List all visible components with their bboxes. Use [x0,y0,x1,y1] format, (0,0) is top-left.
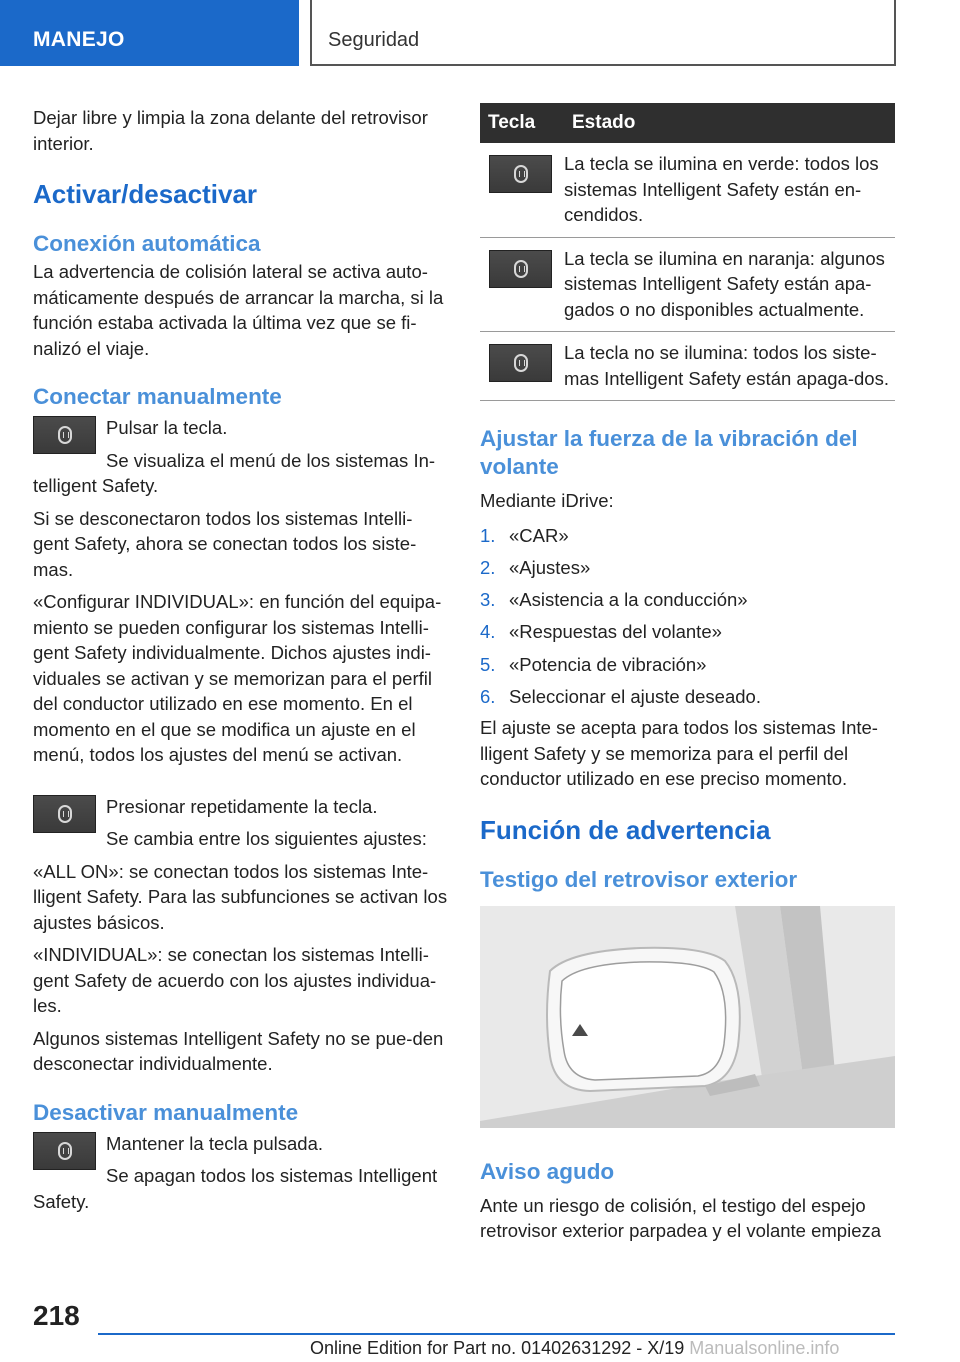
heading-desactivar: Desactivar manualmente [33,1099,299,1125]
heading-testigo: Testigo del retrovisor exterior [480,866,798,892]
header-chapter-label: Seguridad [328,29,420,51]
mediante-paragraph: Mediante iDrive: [480,490,614,511]
footer-rule [98,1333,895,1335]
heading-funcion: Función de advertencia [480,814,771,845]
ajuste-paragraph: El ajuste se acepta para todos los sistemas Inte-lligent Safety y se memoriza para el perfil del conductor utilizado en ese preciso momento. [480,717,878,790]
left-column [33,100,448,1214]
key-presionar-line1: Presionar repetidamente la tecla. [106,795,378,817]
list-item: 5. «Potencia de vibración» [480,653,707,675]
aviso-paragraph: Ante un riesgo de colisión, el testigo del espejo retrovisor exterior parpadea y el volante empieza [480,1194,882,1242]
side-mirror-icon [480,906,895,1128]
table-row [480,143,895,237]
key-row-conectar [33,415,448,499]
table-cell-estado: La tecla no se ilumina: todos los siste-mas Intelligent Safety están apaga-dos. [564,332,895,401]
list-item: 2. «Ajustes» [480,556,591,578]
allon-paragraph: «ALL ON»: se conectan todos los sistemas Inte-lligent Safety. Para las subfunciones se activan los ajustes básicos. [33,860,448,933]
footer-watermark: Manualsonline.info [689,1338,840,1358]
footer-edition [310,1338,839,1359]
key-conectar-line1: Pulsar la tecla. [106,417,228,438]
table-header-estado: Estado [564,103,895,143]
heading-conexion: Conexión automática [33,231,261,256]
safety-key-icon [489,344,552,382]
heading-activar: Activar/desactivar [33,179,258,209]
safety-key-icon [33,795,96,833]
key-status-table [480,103,895,401]
safety-key-icon [33,416,96,454]
table-row [480,237,895,332]
heading-ajustar: Ajustar la fuerza de la vibración del volante [480,426,858,479]
intro-paragraph: Dejar libre y limpia la zona delante del retrovisor interior. [33,107,428,154]
table-header-row [480,103,895,143]
steps-list [480,520,895,714]
key-desactivar-line1: Mantener la tecla pulsada. [106,1132,323,1154]
footer-edition-text: Online Edition for Part no. 01402631292 - X/19 [310,1338,685,1358]
mirror-illustration [480,906,895,1128]
key-presionar-line2: Se cambia entre los siguientes ajustes: [106,828,427,849]
header-chapter-box [310,0,896,66]
list-item: 3. «Asistencia a la conducción» [480,589,748,611]
heading-conectar: Conectar manualmente [33,384,282,409]
key-row-desactivar [33,1131,448,1215]
right-column [480,103,895,1244]
header-section-label: MANEJO [33,28,125,51]
individual-paragraph: «INDIVIDUAL»: se conectan los sistemas Intelli-gent Safety de acuerdo con los ajustes individua-les. [33,944,437,1016]
page-number: 218 [33,1300,80,1331]
table-cell-estado: La tecla se ilumina en verde: todos los sistemas Intelligent Safety están en-cendidos. [564,143,895,237]
table-row [480,332,895,401]
list-item: 1. «CAR» [480,524,569,546]
safety-key-icon [489,155,552,193]
conexion-paragraph: La advertencia de colisión lateral se activa auto-máticamente después de arrancar la marcha, si la función estaba activada la última vez que se fi-nalizó el viaje. [33,261,444,359]
header-section-tab [0,0,299,66]
list-item: 4. «Respuestas del volante» [480,621,722,643]
key-conectar-line2: Se visualiza el menú de los sistemas In-telligent Safety. [33,449,436,496]
heading-aviso: Aviso agudo [480,1158,615,1184]
safety-key-icon [489,250,552,288]
desconectaron-paragraph: Si se desconectaron todos los sistemas Intelli-gent Safety, ahora se conectan todos los siste-mas. [33,507,417,580]
table-cell-estado: La tecla se ilumina en naranja: algunos sistemas Intelligent Safety están apa-gados o no disponibles actualmente. [564,237,895,332]
algunos-paragraph: Algunos sistemas Intelligent Safety no se pue-den desconectar individualmente. [33,1027,444,1074]
configurar-paragraph: «Configurar INDIVIDUAL»: en función del equipa-miento se pueden configurar los sistemas Intelli-gent Safety individualmente. Dichos ajustes indi-viduales se activan y se memorizan para el perfil del conductor utilizado en ese momento. En el momento en el que se modifica un ajuste en el menú, todos los ajustes del menú se activan. [33,591,442,765]
list-item: 6. Seleccionar el ajuste deseado. [480,685,761,707]
key-desactivar-line2: Se apagan todos los sistemas Intelligent Safety. [33,1165,438,1212]
key-row-presionar [33,794,448,852]
safety-key-icon [33,1132,96,1170]
table-header-tecla: Tecla [480,103,564,143]
